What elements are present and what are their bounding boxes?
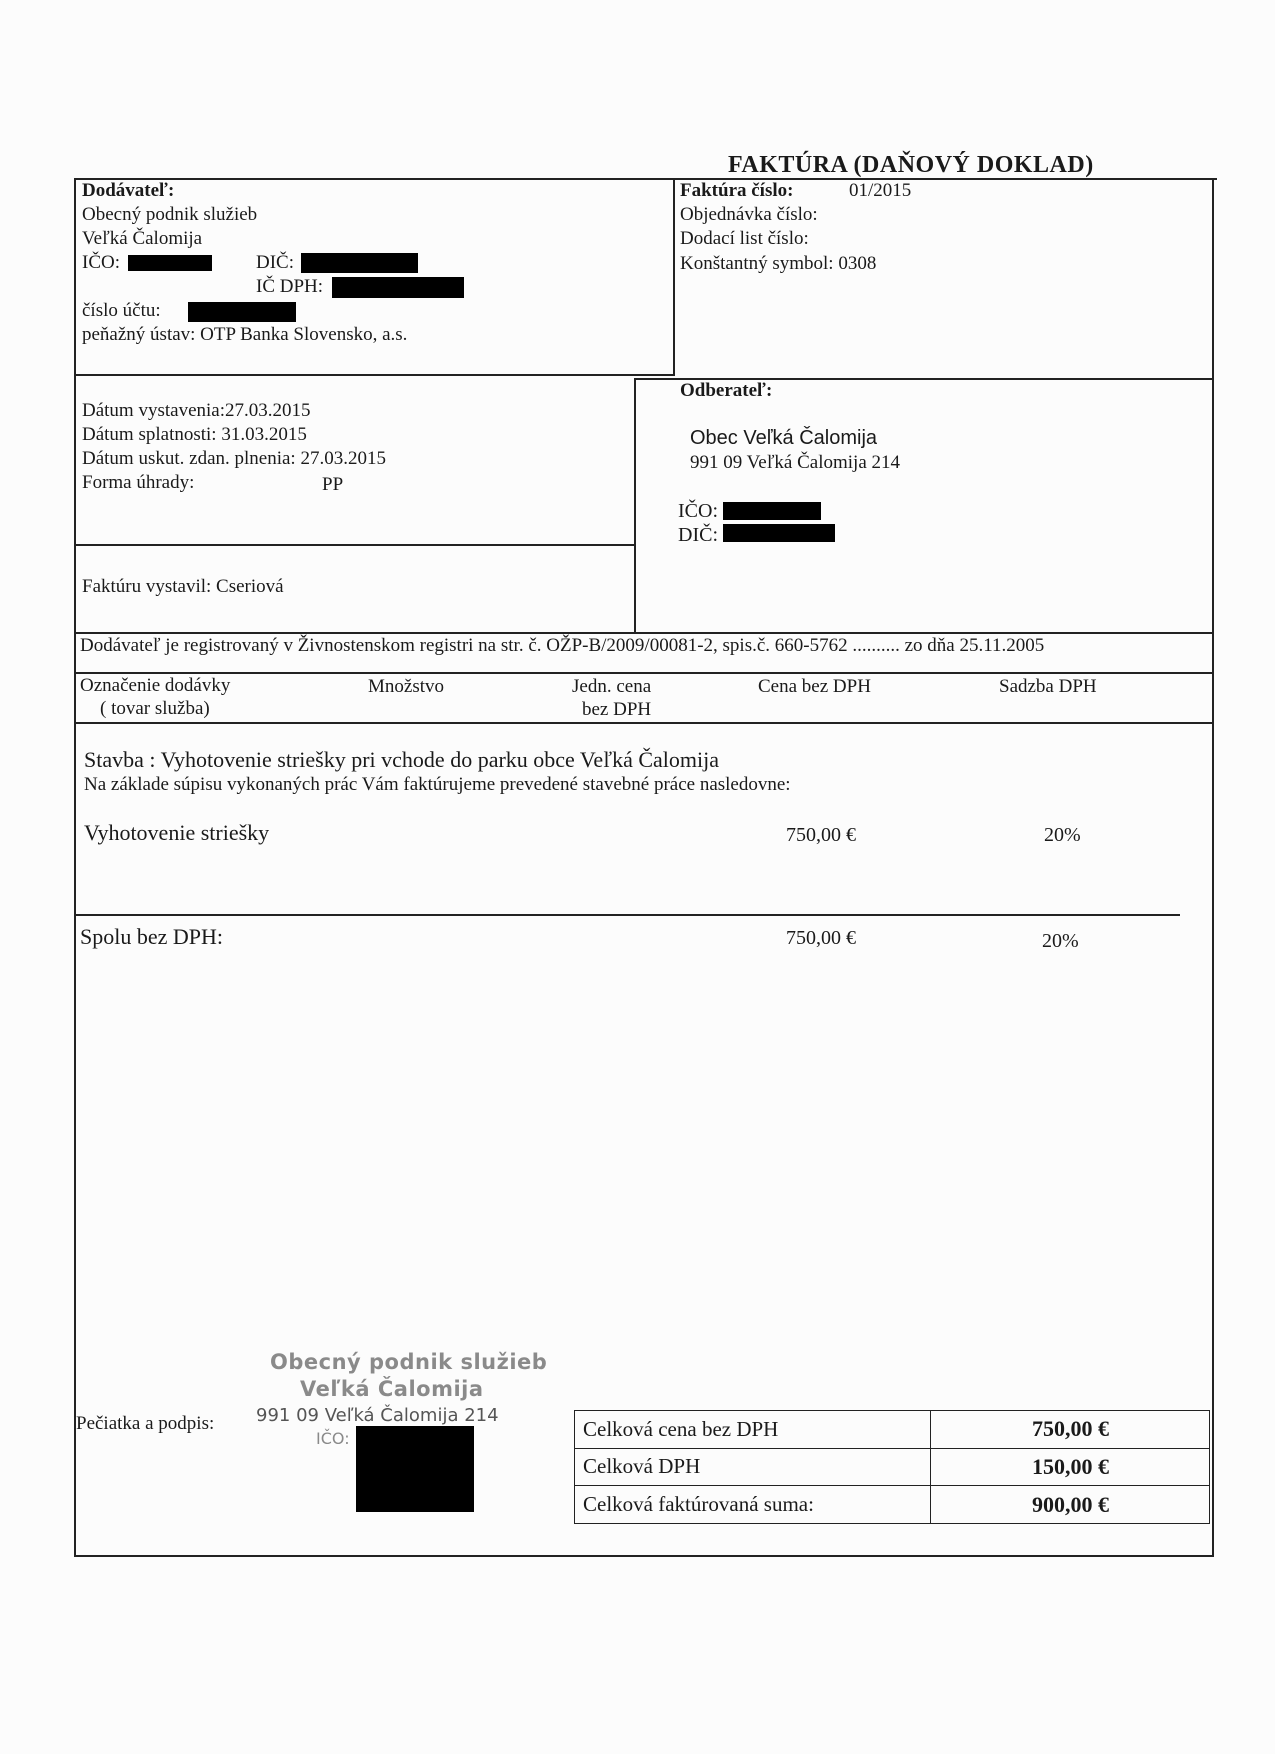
col-item-line2: ( tovar služba) — [100, 698, 210, 719]
divider-columns-top — [74, 672, 1214, 674]
redaction-supplier-icdph — [332, 277, 464, 298]
stamp-line2: Veľká Čalomija — [300, 1377, 484, 1401]
supplier-icdph-label: IČ DPH: — [256, 276, 324, 297]
divider-dates-customer — [634, 378, 636, 632]
stamp-line4: IČO: — [316, 1429, 350, 1448]
invoice-constant-symbol: Konštantný symbol: 0308 — [680, 253, 877, 274]
subtotal-price: 750,00 € — [786, 927, 856, 949]
frame-right — [1212, 178, 1214, 1556]
payment-method-value: PP — [322, 474, 344, 495]
supplier-name-line2: Veľká Čalomija — [82, 228, 203, 249]
subtotal-rate: 20% — [1042, 930, 1079, 952]
totals-value: 750,00 € — [931, 1411, 1210, 1449]
supplier-account-label: číslo účtu: — [82, 300, 161, 321]
redaction-supplier-ico — [128, 255, 212, 271]
invoice-number-label: Faktúra číslo: — [680, 180, 794, 201]
body-intro: Na základe súpisu vykonaných prác Vám faktúrujeme prevedené stavebné práce nasledovne: — [84, 774, 791, 795]
divider-items-bottom — [74, 914, 1180, 916]
frame-bottom — [74, 1555, 1214, 1557]
stamp-line1: Obecný podnik služieb — [270, 1350, 548, 1374]
totals-row — [575, 1411, 1210, 1449]
redaction-supplier-account — [188, 302, 296, 322]
totals-value: 900,00 € — [931, 1486, 1210, 1524]
divider-dates-bottom — [74, 544, 634, 546]
customer-heading: Odberateľ: — [680, 380, 773, 401]
redaction-customer-dic — [723, 524, 835, 542]
redaction-customer-ico — [723, 502, 821, 520]
col-price-no-vat: Cena bez DPH — [758, 676, 871, 697]
stamp-line3: 991 09 Veľká Čalomija 214 — [256, 1405, 499, 1426]
supplier-bank: peňažný ústav: OTP Banka Slovensko, a.s. — [82, 324, 408, 345]
col-item-line1: Označenie dodávky — [80, 675, 231, 696]
supplier-heading: Dodávateľ: — [82, 180, 175, 201]
item-rate: 20% — [1044, 824, 1081, 846]
divider-columns-bottom — [74, 722, 1214, 724]
item-price: 750,00 € — [786, 824, 856, 846]
payment-method-label: Forma úhrady: — [82, 472, 195, 493]
divider-supplier-invoice — [673, 178, 675, 376]
divider-registration-top — [74, 632, 1214, 634]
totals-label: Celková faktúrovaná suma: — [575, 1486, 931, 1524]
invoice-order-label: Objednávka číslo: — [680, 204, 818, 225]
customer-dic-label: DIČ: — [678, 524, 718, 546]
subtotal-label: Spolu bez DPH: — [80, 924, 223, 949]
customer-address: 991 09 Veľká Čalomija 214 — [690, 452, 901, 473]
supplier-ico-label: IČO: — [82, 252, 120, 273]
col-unit-price-line2: bez DPH — [582, 699, 652, 720]
frame-top — [74, 178, 1217, 180]
item-name: Vyhotovenie striešky — [84, 820, 270, 845]
customer-ico-label: IČO: — [678, 500, 718, 522]
totals-row — [575, 1486, 1210, 1524]
date-issued: Dátum vystavenia:27.03.2015 — [82, 400, 311, 421]
invoice-number-value: 01/2015 — [849, 180, 912, 201]
totals-label: Celková cena bez DPH — [575, 1411, 931, 1449]
supplier-dic-label: DIČ: — [256, 252, 294, 273]
divider-supplier-bottom — [74, 374, 674, 376]
customer-name: Obec Veľká Čalomija — [690, 427, 878, 449]
registration-note: Dodávateľ je registrovaný v Živnostenskom registri na str. č. OŽP-B/2009/00081-2, spis.č. 660-5762 .......... zo dňa 25.11.2005 — [80, 635, 1045, 656]
totals-row — [575, 1448, 1210, 1486]
redaction-signature — [356, 1426, 474, 1512]
signature-label: Pečiatka a podpis: — [76, 1413, 215, 1434]
date-due: Dátum splatnosti: 31.03.2015 — [82, 424, 307, 445]
issued-by: Faktúru vystavil: Cseriová — [82, 576, 284, 597]
totals-label: Celková DPH — [575, 1448, 931, 1486]
frame-left — [74, 178, 76, 1556]
col-quantity: Množstvo — [368, 676, 444, 697]
col-vat-rate: Sadzba DPH — [999, 676, 1097, 697]
date-taxable: Dátum uskut. zdan. plnenia: 27.03.2015 — [82, 448, 386, 469]
body-subject: Stavba : Vyhotovenie striešky pri vchode do parku obce Veľká Čalomija — [84, 747, 719, 772]
totals-value: 150,00 € — [931, 1448, 1210, 1486]
col-unit-price-line1: Jedn. cena — [572, 676, 652, 697]
invoice-title: FAKTÚRA (DAŇOVÝ DOKLAD) — [728, 152, 1094, 178]
supplier-name-line1: Obecný podnik služieb — [82, 204, 258, 225]
redaction-supplier-dic — [301, 253, 418, 273]
totals-table — [574, 1410, 1210, 1524]
invoice-delivery-note-label: Dodací list číslo: — [680, 228, 809, 249]
